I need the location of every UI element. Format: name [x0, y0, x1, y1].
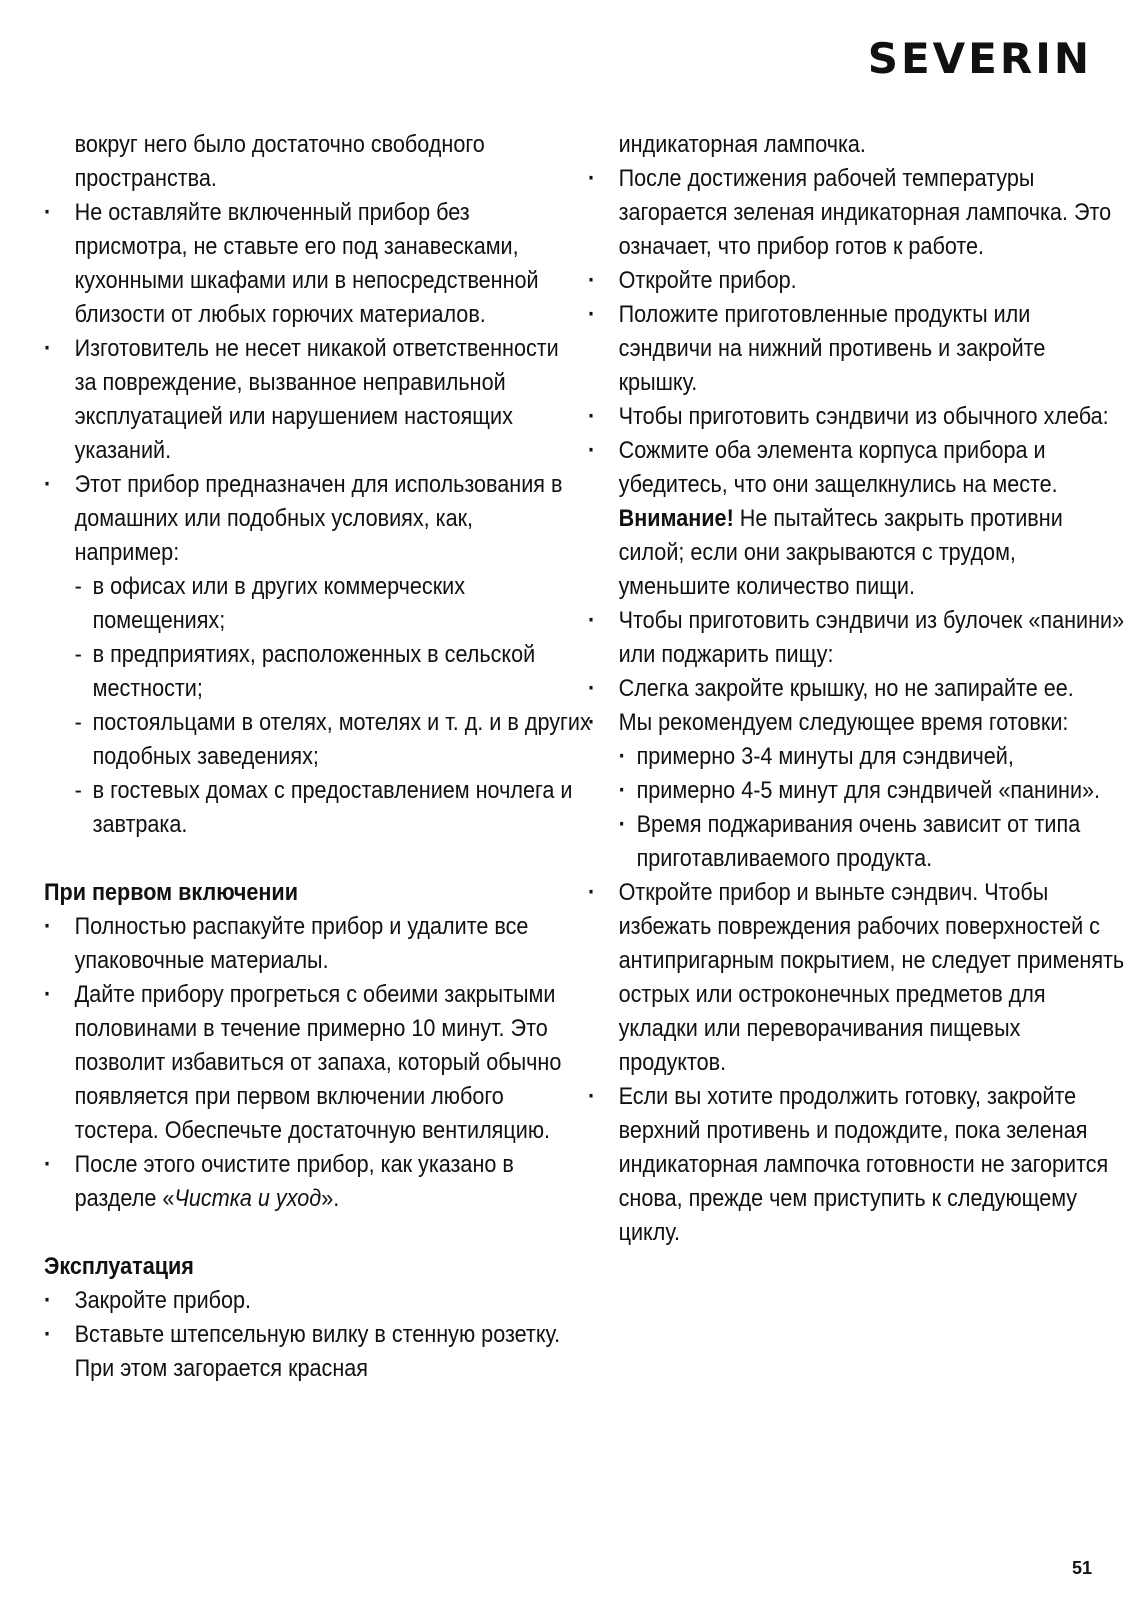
bullet-text: После этого очистите прибор, как указано в разделе «: [74, 1151, 514, 1212]
sub-bullet-item: · Время поджаривания очень зависит от типа приготавливаемого продукта.: [588, 808, 1136, 876]
bullet-item: · Изготовитель не несет никакой ответственности за повреждение, вызванное неправильной эксплуатацией или нарушением настоящих указаний.: [44, 332, 582, 468]
bullet-item: · Слегка закройте крышку, но не запирайте ее.: [588, 672, 1128, 706]
bullet-item: · Полностью распакуйте прибор и удалите все упаковочные материалы.: [44, 910, 582, 978]
dash-item: - в офисах или в других коммерческих помещениях;: [44, 570, 600, 638]
section-reference: Чистка и уход: [174, 1185, 322, 1212]
bullet-item: · Откройте прибор и выньте сэндвич. Чтобы избежать повреждения рабочих поверхностей с антипригарным покрытием, не следует применять острых или остроконечных предметов для укладки или переворачивания пищевых продуктов.: [588, 876, 1128, 1080]
bullet-item: · Дайте прибору прогреться с обеими закрытыми половинами в течение примерно 10 минут. Это позволит избавиться от запаха, который обычно появляется при первом включении любого тостера. Обеспечьте достаточную вентиляцию.: [44, 978, 582, 1148]
dash-item: - в гостевых домах с предоставлением ночлега и завтрака.: [44, 774, 600, 842]
bullet-item: · Закройте прибор.: [44, 1284, 582, 1318]
section-heading: Эксплуатация: [44, 1253, 194, 1280]
bullet-item: [588, 434, 1128, 604]
bullet-item: · Мы рекомендуем следующее время готовки:: [588, 706, 1128, 740]
bullet-item: · Вставьте штепсельную вилку в стенную розетку. При этом загорается красная: [44, 1318, 582, 1386]
bullet-text: ».: [321, 1185, 340, 1212]
right-column: [588, 128, 1125, 1250]
bullet-item: · Этот прибор предназначен для использования в домашних или подобных условиях, как, например:: [44, 468, 582, 570]
brand-logo: SEVERIN: [867, 34, 1092, 83]
paragraph: индикаторная лампочка.: [618, 131, 866, 158]
paragraph: вокруг него было достаточно свободного пространства.: [74, 131, 485, 192]
sub-bullet-item: · примерно 3-4 минуты для сэндвичей,: [588, 740, 1136, 774]
sub-bullet-item: · примерно 4-5 минут для сэндвичей «панини».: [588, 774, 1136, 808]
bullet-item: · Если вы хотите продолжить готовку, закройте верхний противень и подождите, пока зеленая индикаторная лампочка готовности не загорится снова, прежде чем приступить к следующему циклу.: [588, 1080, 1128, 1250]
bullet-text: Не пытайтесь закрыть противни силой; если они закрываются с трудом, уменьшите количество пищи.: [618, 505, 1063, 600]
dash-item: - постояльцами в отелях, мотелях и т. д. и в других подобных заведениях;: [44, 706, 600, 774]
bullet-item: · Чтобы приготовить сэндвичи из обычного хлеба:: [588, 400, 1128, 434]
bullet-item: · Откройте прибор.: [588, 264, 1128, 298]
section-heading: При первом включении: [44, 879, 298, 906]
left-column: [44, 128, 591, 1386]
bullet-item: · Не оставляйте включенный прибор без присмотра, не ставьте его под занавесками, кухонными шкафами или в непосредственной близости от любых горючих материалов.: [44, 196, 582, 332]
page-number: 51: [1071, 1558, 1092, 1578]
bullet-item: · Чтобы приготовить сэндвичи из булочек «панини» или поджарить пищу:: [588, 604, 1128, 672]
bullet-item: · После достижения рабочей температуры загорается зеленая индикаторная лампочка. Это означает, что прибор готов к работе.: [588, 162, 1128, 264]
bullet-item: · Положите приготовленные продукты или сэндвичи на нижний противень и закройте крышку.: [588, 298, 1128, 400]
bullet-text: Сожмите оба элемента корпуса прибора и убедитесь, что они защелкнулись на месте.: [618, 437, 1058, 498]
warning-label: Внимание!: [618, 505, 734, 532]
bullet-item: [44, 1148, 582, 1216]
dash-item: - в предприятиях, расположенных в сельской местности;: [44, 638, 600, 706]
